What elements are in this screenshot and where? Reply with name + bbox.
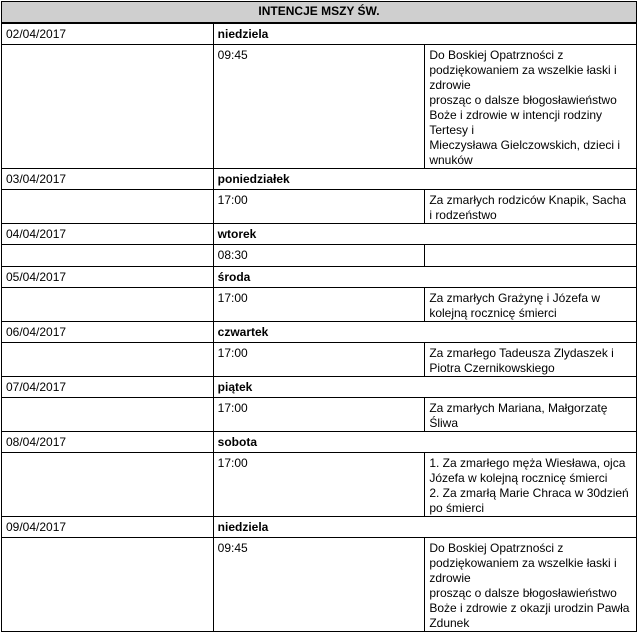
- intention-cell: [425, 398, 637, 432]
- mass-row: [2, 343, 637, 377]
- mass-row: [2, 453, 637, 517]
- intention-cell: [425, 45, 637, 169]
- mass-row: [2, 190, 637, 224]
- date-cell: 04/04/2017: [2, 224, 214, 245]
- empty-date-cell: [2, 45, 214, 169]
- mass-row: [2, 398, 637, 432]
- intention-line: prosząc o dalsze błogosławieństwo Boże i zdrowie z okazji urodzin Pawła: [429, 586, 630, 615]
- date-cell: 06/04/2017: [2, 322, 214, 343]
- date-cell: 03/04/2017: [2, 169, 214, 190]
- empty-date-cell: [2, 453, 214, 517]
- weekday-cell: czwartek: [213, 322, 636, 343]
- day-row: [2, 267, 637, 288]
- intention-line: Za zmarłych Grażynę i Józefa w kolejną rocznicę śmierci: [429, 291, 601, 320]
- date-cell: 09/04/2017: [2, 517, 214, 538]
- day-row: [2, 517, 637, 538]
- intention-line: [429, 248, 632, 263]
- weekday-cell: sobota: [213, 432, 636, 453]
- empty-date-cell: [2, 190, 214, 224]
- weekday-cell: niedziela: [213, 517, 636, 538]
- weekday-cell: poniedziałek: [213, 169, 636, 190]
- mass-row: [2, 538, 637, 632]
- date-cell: 02/04/2017: [2, 23, 214, 45]
- mass-time-cell: 17:00: [213, 398, 425, 432]
- intention-line: Za zmarłego Tadeusza Zlydaszek i Piotra Czernikowskiego: [429, 346, 614, 375]
- intention-cell: [425, 245, 637, 267]
- mass-time-cell: 17:00: [213, 343, 425, 377]
- mass-time-cell: 17:00: [213, 453, 425, 517]
- mass-time-cell: 09:45: [213, 45, 425, 169]
- intention-cell: [425, 343, 637, 377]
- intention-cell: [425, 453, 637, 517]
- mass-time-cell: 17:00: [213, 288, 425, 322]
- intention-line: Mieczysława Gielczowskich, dzieci i wnuków: [429, 138, 621, 167]
- day-row: [2, 377, 637, 398]
- weekday-cell: wtorek: [213, 224, 636, 245]
- intention-line: Za zmarłych Mariana, Małgorzatę Śliwa: [429, 401, 608, 430]
- date-cell: 05/04/2017: [2, 267, 214, 288]
- mass-row: [2, 288, 637, 322]
- intention-line: 1. Za zmarłego męża Wiesława, ojca Józefa w kolejną rocznicę śmierci: [429, 456, 626, 485]
- intention-cell: [425, 288, 637, 322]
- weekday-cell: środa: [213, 267, 636, 288]
- mass-row: [2, 45, 637, 169]
- intention-line: prosząc o dalsze błogosławieństwo Boże i zdrowie w intencji rodziny Tertesy i: [429, 93, 617, 137]
- intention-line: Do Boskiej Opatrzności z podziękowaniem za wszelkie łaski i zdrowie: [429, 48, 617, 92]
- intention-line: Zdunek: [429, 616, 470, 630]
- day-row: [2, 23, 637, 45]
- day-row: [2, 224, 637, 245]
- day-row: [2, 322, 637, 343]
- intention-cell: [425, 538, 637, 632]
- table-title: INTENCJE MSZY ŚW.: [2, 2, 637, 24]
- table-header-row: [2, 2, 637, 24]
- intention-line: 2. Za zmarłą Marie Chraca w 30dzień po śmierci: [429, 486, 629, 515]
- mass-intentions-table: [1, 1, 637, 632]
- day-row: [2, 432, 637, 453]
- mass-time-cell: 17:00: [213, 190, 425, 224]
- intention-line: Za zmarłych rodziców Knapik, Sacha i rodzeństwo: [429, 193, 627, 222]
- mass-row: [2, 245, 637, 267]
- empty-date-cell: [2, 343, 214, 377]
- weekday-cell: piątek: [213, 377, 636, 398]
- intention-cell: [425, 190, 637, 224]
- intention-line: Do Boskiej Opatrzności z podziękowaniem za wszelkie łaski i zdrowie: [429, 541, 617, 585]
- weekday-cell: niedziela: [213, 23, 636, 45]
- day-row: [2, 169, 637, 190]
- date-cell: 07/04/2017: [2, 377, 214, 398]
- mass-time-cell: 09:45: [213, 538, 425, 632]
- mass-time-cell: 08:30: [213, 245, 425, 267]
- date-cell: 08/04/2017: [2, 432, 214, 453]
- empty-date-cell: [2, 288, 214, 322]
- empty-date-cell: [2, 245, 214, 267]
- empty-date-cell: [2, 398, 214, 432]
- empty-date-cell: [2, 538, 214, 632]
